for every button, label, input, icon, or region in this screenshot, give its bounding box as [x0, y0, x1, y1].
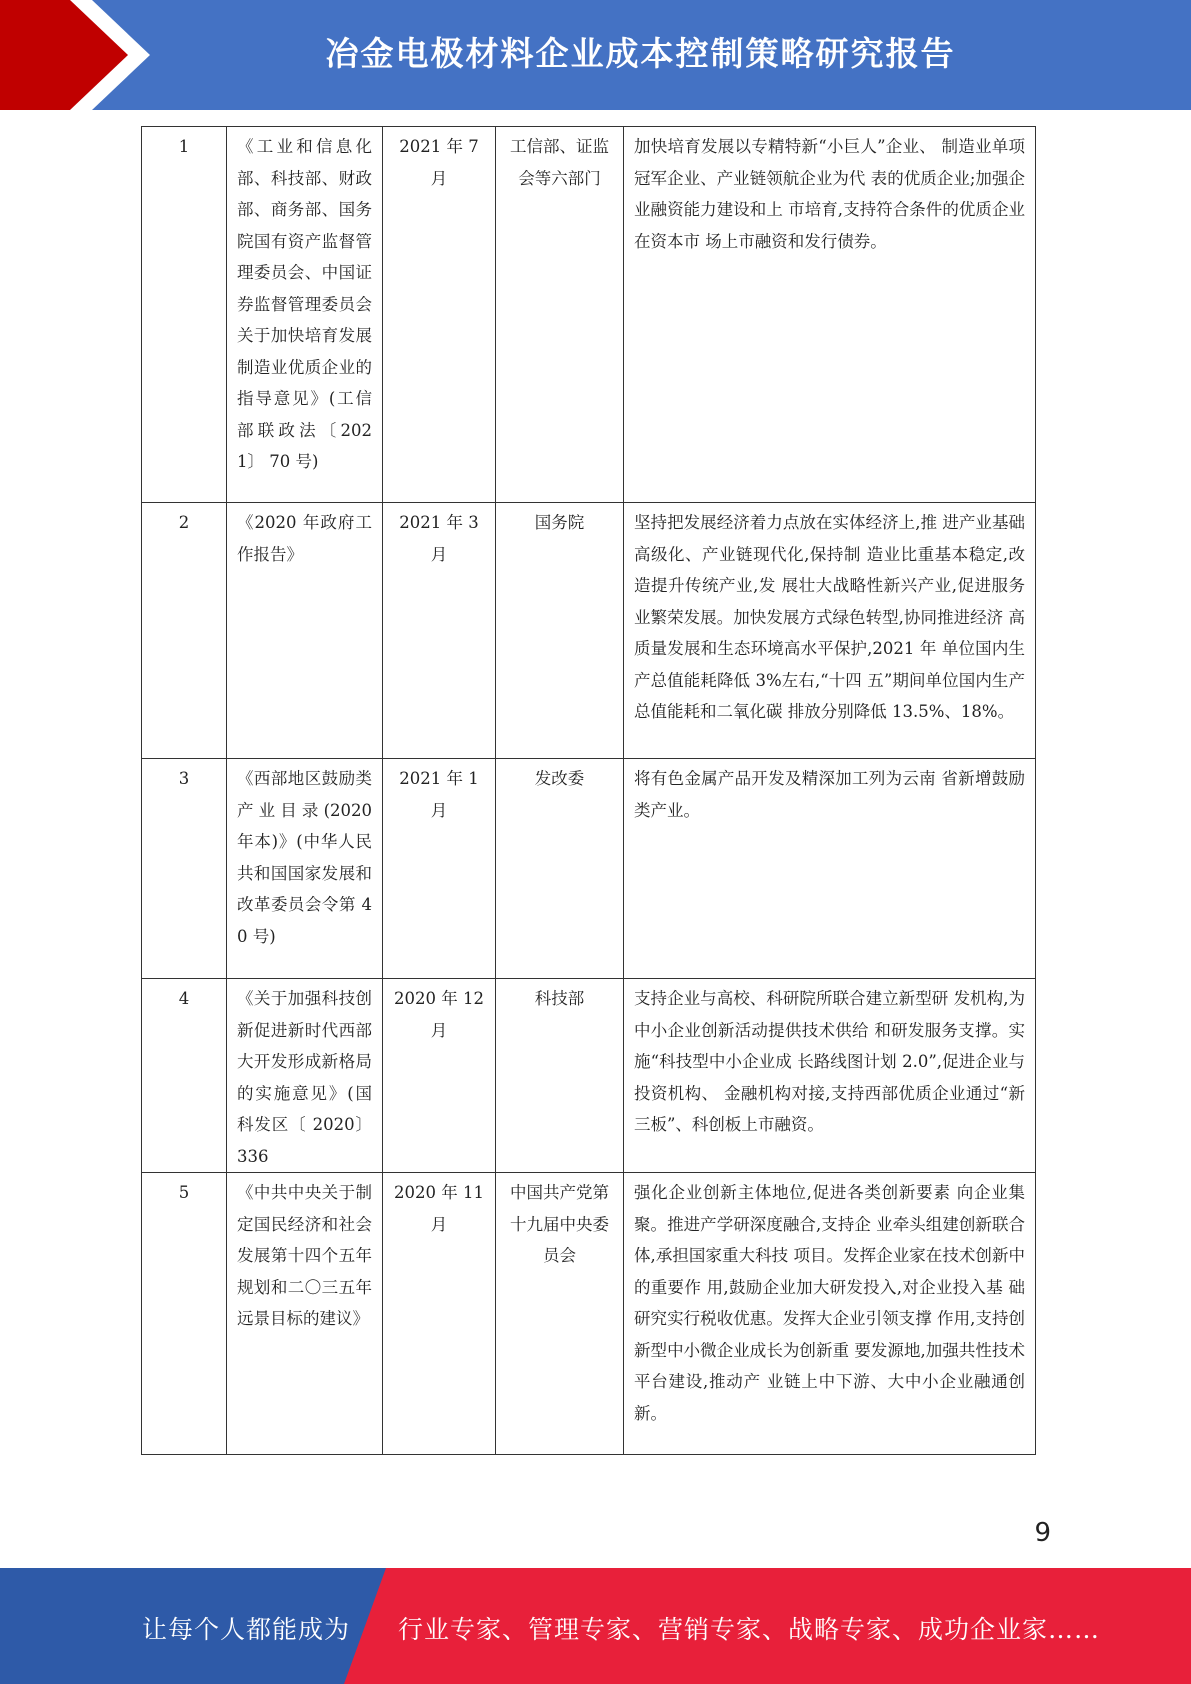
document-title: 《关于加强科技创新促进新时代西部大开发形成新格局的实施意见》(国科发区〔 2020〕 336 — [227, 979, 383, 1173]
row-number: 1 — [142, 127, 227, 503]
issue-date: 2020 年 11 月 — [383, 1173, 496, 1455]
issuing-body: 国务院 — [496, 503, 624, 759]
table-row — [142, 503, 1036, 759]
table-row — [142, 759, 1036, 979]
header-banner — [0, 0, 1191, 110]
footer-banner — [0, 1568, 1191, 1684]
policy-content: 支持企业与高校、科研院所联合建立新型研 发机构,为中小企业创新活动提供技术供给 和研发服务支撑。实施“科技型中小企业成 长路线图计划 2.0”,促进企业与投资机构、 金融机构对接,支持西部优质企业通过“新 三板”、科创板上市融资。 — [624, 979, 1036, 1173]
document-title: 《中共中央关于制定国民经济和社会发展第十四个五年规划和二〇三五年远景目标的建议》 — [227, 1173, 383, 1455]
row-number: 5 — [142, 1173, 227, 1455]
document-title: 《工业和信息化部、科技部、财政部、商务部、国务院国有资产监督管理委员会、中国证券监督管理委员会关于加快培育发展制造业优质企业的指导意见》(工信部联政法〔2021〕 70 号) — [227, 127, 383, 503]
table-row — [142, 127, 1036, 503]
issuing-body: 科技部 — [496, 979, 624, 1173]
policy-content: 坚持把发展经济着力点放在实体经济上,推 进产业基础高级化、产业链现代化,保持制 造业比重基本稳定,改造提升传统产业,发 展壮大战略性新兴产业,促进服务业繁荣发展。加快发展方式绿色转型,协同推进经济 高质量发展和生态环境高水平保护,2021 年 单位国内生产总值能耗降低 3%左右,“十四 五”期间单位国内生产总值能耗和二氧化碳 排放分别降低 13.5%、18%。 — [624, 503, 1036, 759]
policy-table — [141, 126, 1036, 1455]
policy-content: 加快培育发展以专精特新“小巨人”企业、 制造业单项冠军企业、产业链领航企业为代 表的优质企业;加强企业融资能力建设和上 市培育,支持符合条件的优质企业在资本市 场上市融资和发行债券。 — [624, 127, 1036, 503]
issuing-body: 中国共产党第十九届中央委员会 — [496, 1173, 624, 1455]
issuing-body: 发改委 — [496, 759, 624, 979]
footer-slogan-left: 让每个人都能成为 — [142, 1615, 351, 1644]
report-title: 冶金电极材料企业成本控制策略研究报告 — [325, 34, 956, 73]
row-number: 3 — [142, 759, 227, 979]
document-title: 《西部地区鼓励类产业目录(2020 年本)》(中华人民共和国国家发展和改革委员会令第 40 号) — [227, 759, 383, 979]
policy-content: 将有色金属产品开发及精深加工列为云南 省新增鼓励类产业。 — [624, 759, 1036, 979]
row-number: 4 — [142, 979, 227, 1173]
page-number: 9 — [1034, 1518, 1051, 1548]
policy-content: 强化企业创新主体地位,促进各类创新要素 向企业集聚。推进产学研深度融合,支持企 业牵头组建创新联合体,承担国家重大科技 项目。发挥企业家在技术创新中的重要作 用,鼓励企业加大研发投入,对企业投入基 础研究实行税收优惠。发挥大企业引领支撑 作用,支持创新型中小微企业成长为创新重 要发源地,加强共性技术平台建设,推动产 业链上中下游、大中小企业融通创新。 — [624, 1173, 1036, 1455]
document-title: 《2020 年政府工作报告》 — [227, 503, 383, 759]
footer-slogan-right: 行业专家、管理专家、营销专家、战略专家、成功企业家…… — [398, 1615, 1101, 1644]
issue-date: 2021 年 3 月 — [383, 503, 496, 759]
table-row — [142, 979, 1036, 1173]
issue-date: 2020 年 12 月 — [383, 979, 496, 1173]
issuing-body: 工信部、证监会等六部门 — [496, 127, 624, 503]
issue-date: 2021 年 1 月 — [383, 759, 496, 979]
table-row — [142, 1173, 1036, 1455]
row-number: 2 — [142, 503, 227, 759]
issue-date: 2021 年 7 月 — [383, 127, 496, 503]
